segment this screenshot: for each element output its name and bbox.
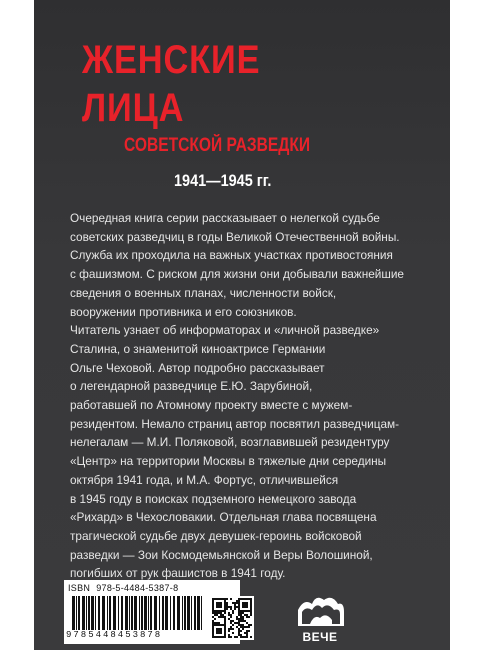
description-line: Очередная книга серии рассказывает о нелегкой судьбе: [70, 211, 380, 225]
isbn-line: [68, 583, 184, 593]
description-line: в 1945 году в поисках подземного немецкого завода: [70, 491, 357, 506]
description-line: Ольге Чеховой. Автор подробно рассказывает: [70, 360, 325, 375]
barcode-icon: [72, 596, 204, 630]
house-logo-icon: [290, 590, 350, 630]
title-line-2: ЛИЦА: [82, 86, 185, 130]
description-line: о легендарной разведчице Е.Ю. Зарубиной,: [70, 379, 313, 394]
book-back-cover: [34, 0, 450, 650]
publisher-logo: [290, 590, 350, 646]
publisher-name: ВЕЧЕ: [302, 630, 338, 644]
barcode-digits: 9785448453878: [66, 630, 163, 640]
qr-code-icon: [210, 596, 254, 640]
subtitle: СОВЕТСКОЙ РАЗВЕДКИ: [124, 135, 311, 156]
description-line: работавшей по Атомному проекту вместе с мужем-: [70, 398, 353, 413]
description-line: вооружении противника и его союзников.: [70, 304, 297, 319]
description-line: Читатель узнает об информаторах и «личной разведке»: [70, 323, 380, 338]
description-line: сведения о военных планах, численности войск,: [70, 285, 337, 300]
isbn-number: 978-5-4484-5387-8: [96, 583, 179, 593]
description-line: трагической судьбе двух девушек-героинь войсковой: [70, 528, 362, 543]
description-line: Сталина, о знаменитой киноактрисе Германии: [70, 341, 326, 356]
description-line: «Центр» на территории Москвы в тяжелые дни середины: [70, 454, 387, 469]
description-line: советских разведчиц в годы Великой Отечественной войны.: [70, 229, 400, 244]
title-line-1: ЖЕНСКИЕ: [82, 38, 261, 82]
description-line: «Рихард» в Чехословакии. Отдельная глава посвящена: [70, 510, 377, 525]
years-range: 1941—1945 гг.: [174, 171, 272, 190]
description-line: октября 1941 года, и М.А. Фортус, отличившейся: [70, 472, 339, 487]
description-text: [70, 209, 440, 583]
description-line: погибших от рук фашистов в 1941 году.: [70, 566, 286, 581]
description-line: нелегалам — М.И. Поляковой, возглавившей резидентуру: [70, 435, 390, 450]
description-line: Служба их проходила на важных участках противостояния: [70, 248, 393, 263]
description-line: с фашизмом. С риском для жизни они добывали важнейшие: [70, 267, 404, 282]
isbn-label: ISBN: [68, 583, 91, 593]
description-line: резидентом. Немало страниц автор посвятил разведчицам-: [70, 416, 400, 431]
description-line: разведки — Зои Космодемьянской и Веры Волошиной,: [70, 547, 373, 562]
